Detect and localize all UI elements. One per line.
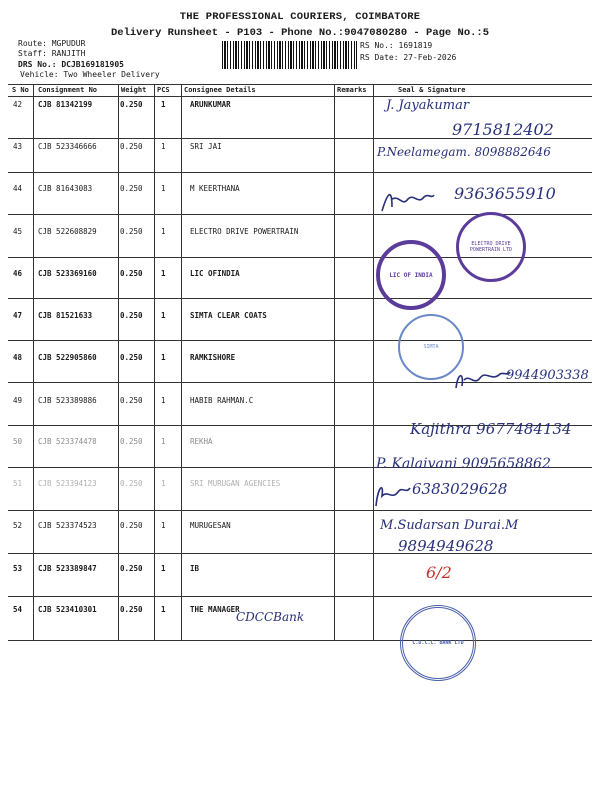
row-consignment: CJB 523389847 (38, 564, 97, 573)
drs-label: DRS No.: (18, 60, 57, 69)
row-pcs: 1 (161, 564, 166, 573)
bank-stamp: C.D.C.C. BANK LTD (400, 605, 476, 681)
row-pcs: 1 (161, 100, 166, 109)
row-sno: 53 (13, 564, 23, 573)
row-pcs: 1 (161, 311, 166, 320)
row-pcs: 1 (161, 269, 166, 278)
col-consignment: Consignment No (38, 86, 98, 94)
row-weight: 0.250 (120, 142, 143, 151)
row-consignment: CJB 523346666 (38, 142, 97, 151)
row51-phone: 6383029628 (412, 480, 508, 498)
row-consignee: M KEERTHANA (190, 184, 240, 193)
row-consignee: ELECTRO DRIVE POWERTRAIN (190, 227, 299, 236)
row-consignee: SRI MURUGAN AGENCIES (190, 479, 281, 488)
row-consignee: THE MANAGER (190, 605, 240, 614)
row-pcs: 1 (161, 521, 166, 530)
row-sno: 49 (13, 396, 23, 405)
row-weight: 0.250 (120, 605, 143, 614)
row-consignment: CJB 523374523 (38, 521, 97, 530)
row-weight: 0.250 (120, 564, 143, 573)
row-weight: 0.250 (120, 437, 143, 446)
row52-phone: 9894949628 (398, 537, 494, 555)
staff-label: Staff: RANJITH (18, 49, 86, 58)
barcode (222, 41, 357, 69)
lic-stamp: LIC OF INDIA (376, 240, 446, 310)
row-consignee: IB (190, 564, 200, 573)
row48-phone: 9944903338 (506, 368, 589, 383)
row-sno: 51 (13, 479, 23, 488)
row-weight: 0.250 (120, 479, 143, 488)
row-consignment: CJB 81643083 (38, 184, 93, 193)
row-weight: 0.250 (120, 353, 143, 362)
row-weight: 0.250 (120, 311, 143, 320)
simta-stamp: SIMTA (398, 314, 464, 380)
row-consignee: SIMTA CLEAR COATS (190, 311, 267, 320)
row43-handwriting: P.Neelamegam. 8098882646 (377, 145, 551, 159)
row42-phone: 9715812402 (452, 120, 554, 139)
row-weight: 0.250 (120, 184, 143, 193)
col-consignee: Consignee Details (184, 86, 256, 94)
row-consignment: CJB 523369160 (38, 269, 97, 278)
row-sno: 46 (13, 269, 23, 278)
row50-handwriting: P. Kalaivani 9095658862 (376, 456, 551, 472)
row-pcs: 1 (161, 605, 166, 614)
row-pcs: 1 (161, 227, 166, 236)
row-sno: 43 (13, 142, 23, 151)
row-pcs: 1 (161, 396, 166, 405)
row-consignment: CJB 523374478 (38, 437, 97, 446)
row-sno: 47 (13, 311, 23, 320)
col-weight: Weight (121, 86, 147, 94)
row54-handwriting: CDCCBank (236, 610, 305, 624)
row-consignee: SRI JAI (190, 142, 222, 151)
row-consignment: CJB 523394123 (38, 479, 97, 488)
row-sno: 42 (13, 100, 23, 109)
vehicle-label: Vehicle: Two Wheeler Delivery (20, 70, 160, 79)
col-pcs: PCS (157, 86, 170, 94)
row-weight: 0.250 (120, 100, 143, 109)
row-sno: 52 (13, 521, 23, 530)
row52-name: M.Sudarsan Durai.M (380, 518, 519, 533)
row-consignee: HABIB RAHMAN.C (190, 396, 254, 405)
drs-value: DCJB169181905 (61, 60, 124, 69)
row-pcs: 1 (161, 479, 166, 488)
col-remarks: Remarks (337, 86, 367, 94)
row-weight: 0.250 (120, 521, 143, 530)
row-consignee: ARUNKUMAR (190, 100, 231, 109)
row-weight: 0.250 (120, 227, 143, 236)
col-seal: Seal & Signature (398, 86, 466, 94)
row42-signature: J. Jayakumar (386, 98, 470, 113)
row-consignment: CJB 81521633 (38, 311, 93, 320)
row-sno: 45 (13, 227, 23, 236)
row49-handwriting: Kajithra 9677484134 (410, 420, 572, 438)
company-title: THE PROFESSIONAL COURIERS, COIMBATORE (179, 11, 421, 23)
row-consignee: RAMKISHORE (190, 353, 236, 362)
rs-date: RS Date: 27-Feb-2026 (360, 53, 457, 62)
row-consignee: LIC OFINDIA (190, 269, 240, 278)
row-weight: 0.250 (120, 396, 143, 405)
row-weight: 0.250 (120, 269, 143, 278)
row-consignment: CJB 523410301 (38, 605, 97, 614)
row-consignment: CJB 522608829 (38, 227, 97, 236)
row-consignment: CJB 81342199 (38, 100, 93, 109)
row-consignee: REKHA (190, 437, 213, 446)
row-sno: 44 (13, 184, 23, 193)
runsheet-title: Delivery Runsheet - P103 - Phone No.:9047080280 - Page No.:5 (110, 27, 490, 39)
electro-stamp: ELECTRO DRIVE POWERTRAIN LTD (456, 212, 526, 282)
row53-mark: 6/2 (426, 563, 452, 582)
row44-signature (378, 185, 438, 215)
row48-signature (452, 364, 512, 394)
row44-phone: 9363655910 (454, 184, 556, 203)
row-consignee: MURUGESAN (190, 521, 231, 530)
row-consignment: CJB 523389886 (38, 396, 97, 405)
row-sno: 50 (13, 437, 23, 446)
drs-number (18, 60, 124, 69)
row-sno: 54 (13, 605, 23, 614)
col-sno: S No (12, 86, 29, 94)
row-sno: 48 (13, 353, 23, 362)
row-pcs: 1 (161, 353, 166, 362)
row51-signature (372, 478, 412, 510)
row-consignment: CJB 522905860 (38, 353, 97, 362)
row-pcs: 1 (161, 437, 166, 446)
route-label: Route: MGPUDUR (18, 39, 86, 48)
row-pcs: 1 (161, 142, 166, 151)
row-pcs: 1 (161, 184, 166, 193)
rs-number: RS No.: 1691819 (360, 41, 433, 50)
